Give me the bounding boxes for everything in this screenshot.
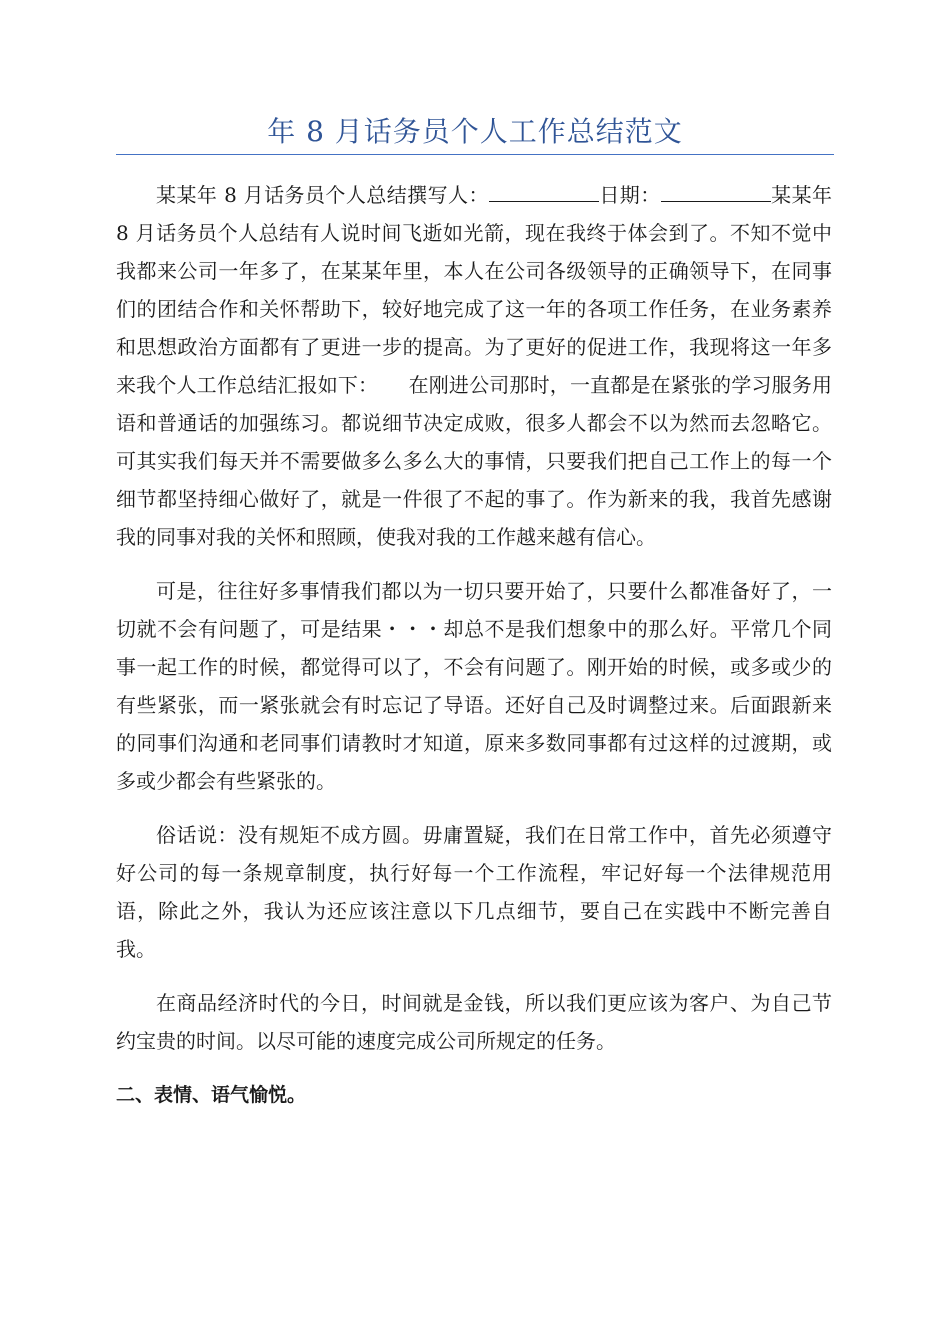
paragraph-3: 俗话说：没有规矩不成方圆。毋庸置疑，我们在日常工作中，首先必须遵守好公司的每一条规章制度，执行好每一个工作流程，牢记好每一个法律规范用语，除此之外，我认为还应该注意以下几点细节，要自己在实践中不断完善自我。 — [116, 823, 832, 961]
document-body — [116, 176, 832, 1114]
document-title: 年 8 月话务员个人工作总结范文 — [267, 115, 683, 148]
title-underline — [116, 154, 834, 155]
paragraph-1-text: 某某年 8 月话务员个人总结有人说时间飞逝如光箭，现在我终于体会到了。不知不觉中我都来公司一年多了，在某某年里，本人在公司各级领导的正确领导下，在同事们的团结合作和关怀帮助下，较好地完成了这一年的各项工作任务，在业务素养和思想政治方面都有了更进一步的提高。为了更好的促进工作，我现将这一年多来我个人工作总结汇报如下： 在刚进公司那时，一直都是在紧张的学习服务用语和普通话的加强练习。都说细节决定成败，很多人都会不以为然而去忽略它。可其实我们每天并不需要做多么多么大的事情，只要我们把自己工作上的每一个细节都坚持细心做好了，就是一件很了不起的事了。作为新来的我，我首先感谢我的同事对我的关怀和照顾，使我对我的工作越来越有信心。 — [116, 183, 833, 549]
date-blank — [661, 183, 771, 202]
paragraph-4: 在商品经济时代的今日，时间就是金钱，所以我们更应该为客户、为自己节约宝贵的时间。以尽可能的速度完成公司所规定的任务。 — [116, 991, 832, 1053]
section-heading: 二、表情、语气愉悦。 — [116, 1084, 307, 1106]
author-blank — [489, 183, 599, 202]
date-label: 日期： — [598, 183, 661, 207]
header-line-prefix: 某某年 8 月话务员个人总结撰写人： — [156, 183, 489, 207]
paragraph-1 — [116, 176, 832, 556]
paragraph-2: 可是，往往好多事情我们都以为一切只要开始了，只要什么都准备好了，一切就不会有问题了，可是结果・・・却总不是我们想象中的那么好。平常几个同事一起工作的时候，都觉得可以了，不会有问题了。刚开始的时候，或多或少的有些紧张，而一紧张就会有时忘记了导语。还好自己及时调整过来。后面跟新来的同事们沟通和老同事们请教时才知道，原来多数同事都有过这样的过渡期，或多或少都会有些紧张的。 — [116, 579, 832, 793]
